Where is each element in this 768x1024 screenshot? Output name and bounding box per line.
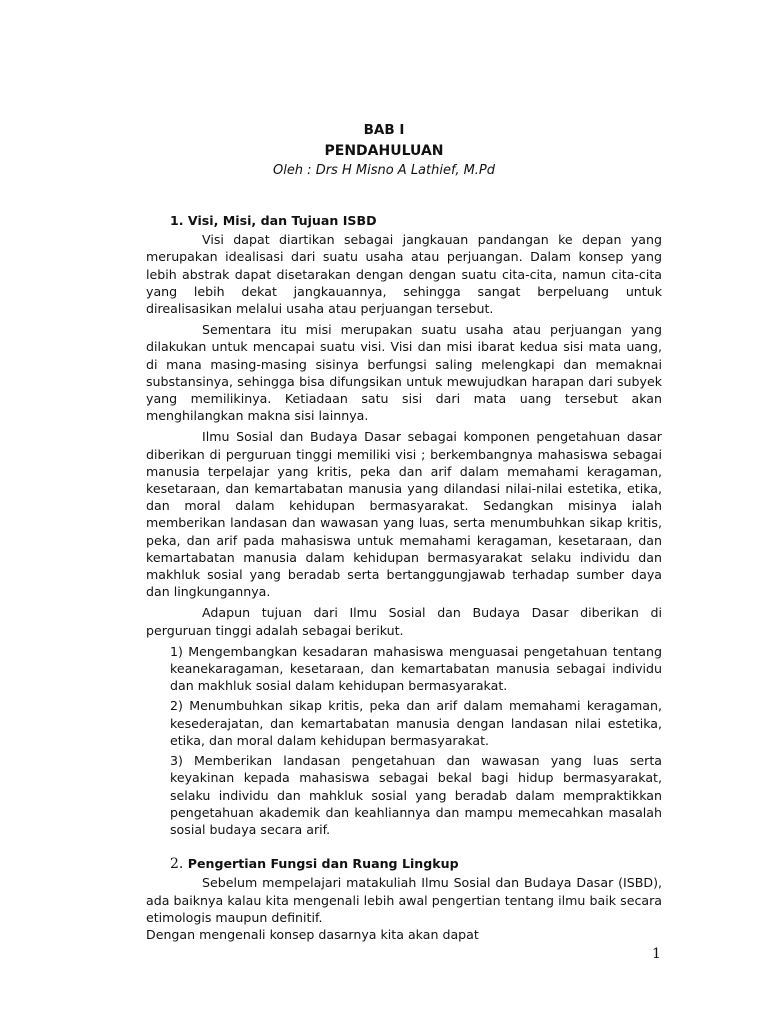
list-item: 1) Mengembangkan kesadaran mahasiswa menguasai pengetahuan tentang keanekaragaman, kesetaraan, dan kemartabatan manusia sebagai individu dan makhluk sosial dalam kehidupan bermasyarakat. [170, 643, 662, 694]
paragraph: Sementara itu misi merupakan suatu usaha atau perjuangan yang dilakukan untuk mencapai suatu visi. Visi dan misi ibarat kedua sisi mata uang, di mana masing-masing sisinya berfungsi saling melengkapi dan memaknai substansinya, sehingga bisa difungsikan untuk mewujudkan harapan dari subyek yang memilikinya. Ketiadaan satu sisi dari mata uang tersebut akan menghilangkan makna sisi lainnya. [146, 322, 662, 424]
section-2-title: Pengertian Fungsi dan Ruang Lingkup [187, 856, 459, 872]
document-body [146, 212, 662, 943]
list-item: 3) Memberikan landasan pengetahuan dan wawasan yang luas serta keyakinan kepada mahasiswa sebagai bekal bagi hidup bermasyarakat, selaku individu dan mahkluk sosial yang beradab dalam mempraktikkan pengetahuan akademik dan keahliannya dan mampu memecahkan masalah sosial budaya secara arif. [170, 753, 662, 837]
section-2-number: 2. [170, 856, 184, 873]
paragraph: Ilmu Sosial dan Budaya Dasar sebagai komponen pengetahuan dasar diberikan di perguruan tinggi memiliki visi ; berkembangnya mahasiswa sebagai manusia terpelajar yang kritis, peka dan arif dalam memahami keragaman, kesetaraan, dan kemartabatan manusia yang dilandasi nilai-nilai estetika, etika, dan moral dalam kehidupan bermasyarakat. Sedangkan misinya ialah memberikan landasan dan wawasan yang luas, serta menumbuhkan sikap kritis, peka, dan arif pada mahasiswa untuk memahami keragaman, kesetaraan, dan kemartabatan manusia dalam kehidupan bermasyarakat selaku individu dan makhluk sosial yang beradab serta bertanggungjawab terhadap sumber daya dan lingkungannya. [146, 429, 662, 600]
objectives-list [170, 643, 662, 838]
section-2-heading [170, 855, 662, 873]
chapter-title: PENDAHULUAN [324, 143, 444, 159]
paragraph: Sebelum mempelajari matakuliah Ilmu Sosial dan Budaya Dasar (ISBD), ada baiknya kalau kita mengenali lebih awal pengertian tentang ilmu baik secara etimologis maupun definitif. [146, 875, 662, 925]
list-item: 2) Menumbuhkan sikap kritis, peka dan arif dalam memahami keragaman, kesederajatan, dan kemartabatan manusia dengan landasan nilai estetika, etika, dan moral dalam kehidupan bermasyarakat. [170, 698, 662, 748]
page-number: 1 [652, 946, 661, 962]
paragraph: Adapun tujuan dari Ilmu Sosial dan Budaya Dasar diberikan di perguruan tinggi adalah sebagai berikut. [146, 605, 662, 638]
paragraph: Visi dapat diartikan sebagai jangkauan pandangan ke depan yang merupakan idealisasi dari suatu usaha atau perjuangan. Dalam konsep yang lebih abstrak dapat disetarakan dengan dengan suatu cita-cita, namun cita-cita yang lebih dekat jangkauannya, sehingga sangat berpeluang untuk direalisasikan melalui usaha atau perjuangan tersebut. [146, 232, 662, 317]
paragraph: Dengan mengenali konsep dasarnya kita akan dapat [146, 926, 479, 942]
chapter-label: BAB I [363, 122, 405, 138]
section-1-heading: 1. Visi, Misi, dan Tujuan ISBD [170, 213, 377, 228]
author-line: Oleh : Drs H Misno A Lathief, M.Pd [272, 163, 496, 178]
